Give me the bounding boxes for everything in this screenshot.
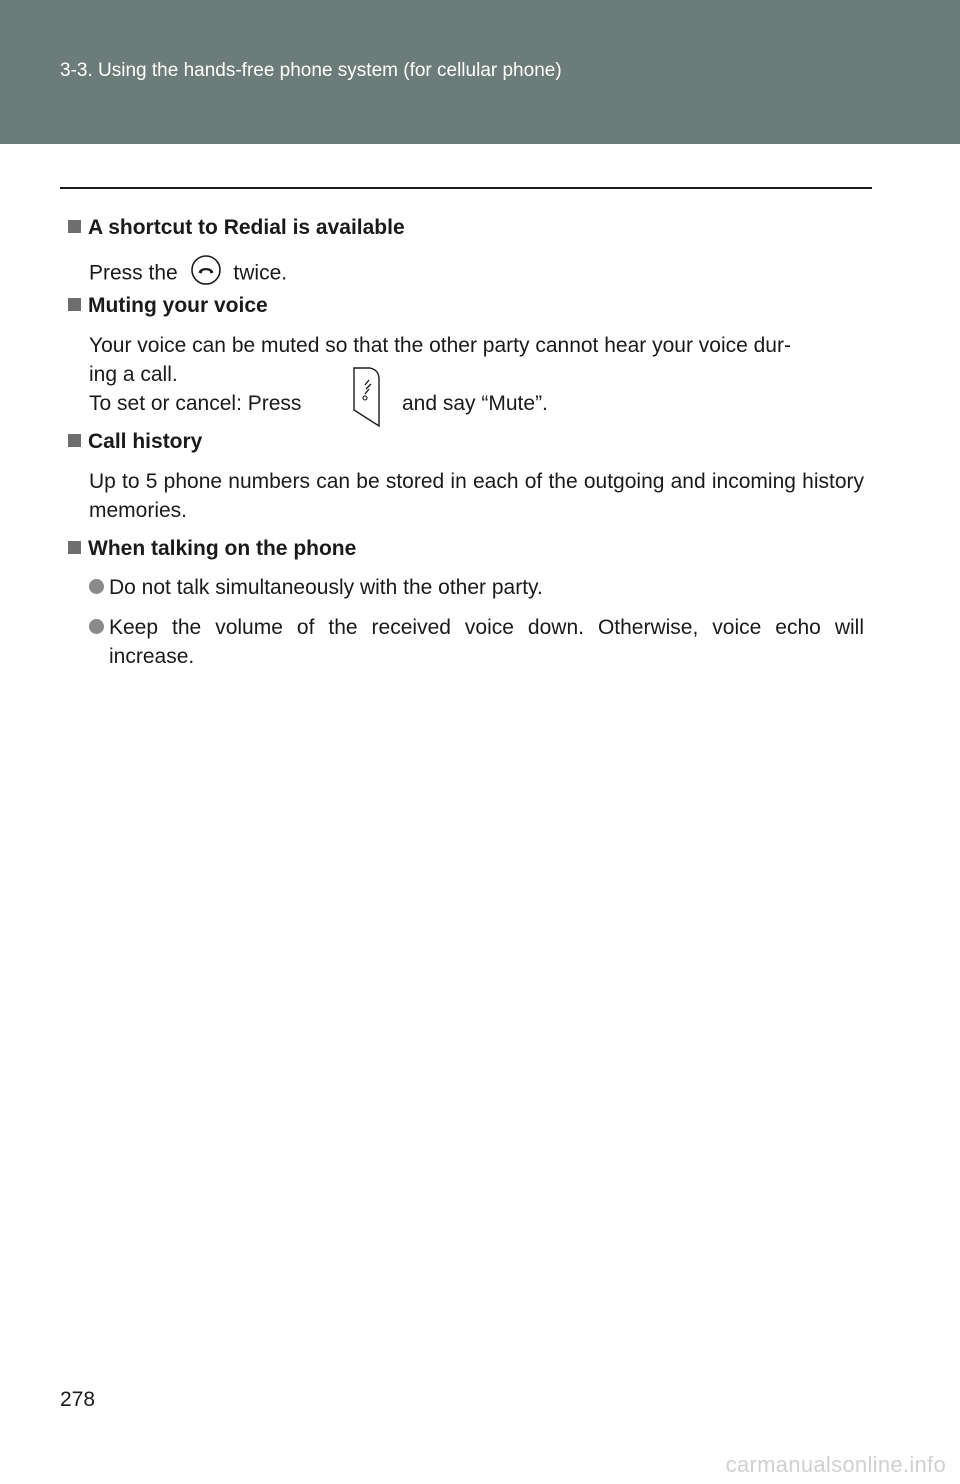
chapter-title: 3-3. Using the hands-free phone system (for cellular phone)	[60, 60, 562, 81]
page-header	[0, 0, 960, 144]
section-title-mute: Muting your voice	[68, 294, 268, 318]
page-number: 278	[60, 1388, 96, 1411]
circle-bullet-icon	[89, 619, 104, 634]
square-bullet-icon	[68, 298, 81, 311]
watermark: carmanualsonline.info	[725, 1452, 946, 1477]
call-history-description: Up to 5 phone numbers can be stored in each of the outgoing and incoming history memories.	[89, 470, 864, 522]
square-bullet-icon	[68, 220, 81, 233]
circle-bullet-icon	[89, 579, 104, 594]
square-bullet-icon	[68, 434, 81, 447]
section-title-call-history: Call history	[68, 430, 202, 454]
list-item: Do not talk simultaneously with the other party.	[89, 573, 864, 602]
redial-instruction: Press the twice.	[89, 254, 864, 294]
square-bullet-icon	[68, 541, 81, 554]
mute-description: Your voice can be muted so that the other party cannot hear your voice dur- ing a call. To set or cancel: Press and say “Mute”.	[89, 331, 864, 418]
list-item: Keep the volume of the received voice down. Otherwise, voice echo will increase.	[89, 613, 864, 671]
section-title-talking: When talking on the phone	[68, 537, 356, 561]
talk-switch-icon	[351, 365, 385, 437]
section-title-redial: A shortcut to Redial is available	[68, 216, 405, 240]
section-divider	[60, 187, 872, 189]
phone-off-hook-icon	[190, 254, 222, 294]
